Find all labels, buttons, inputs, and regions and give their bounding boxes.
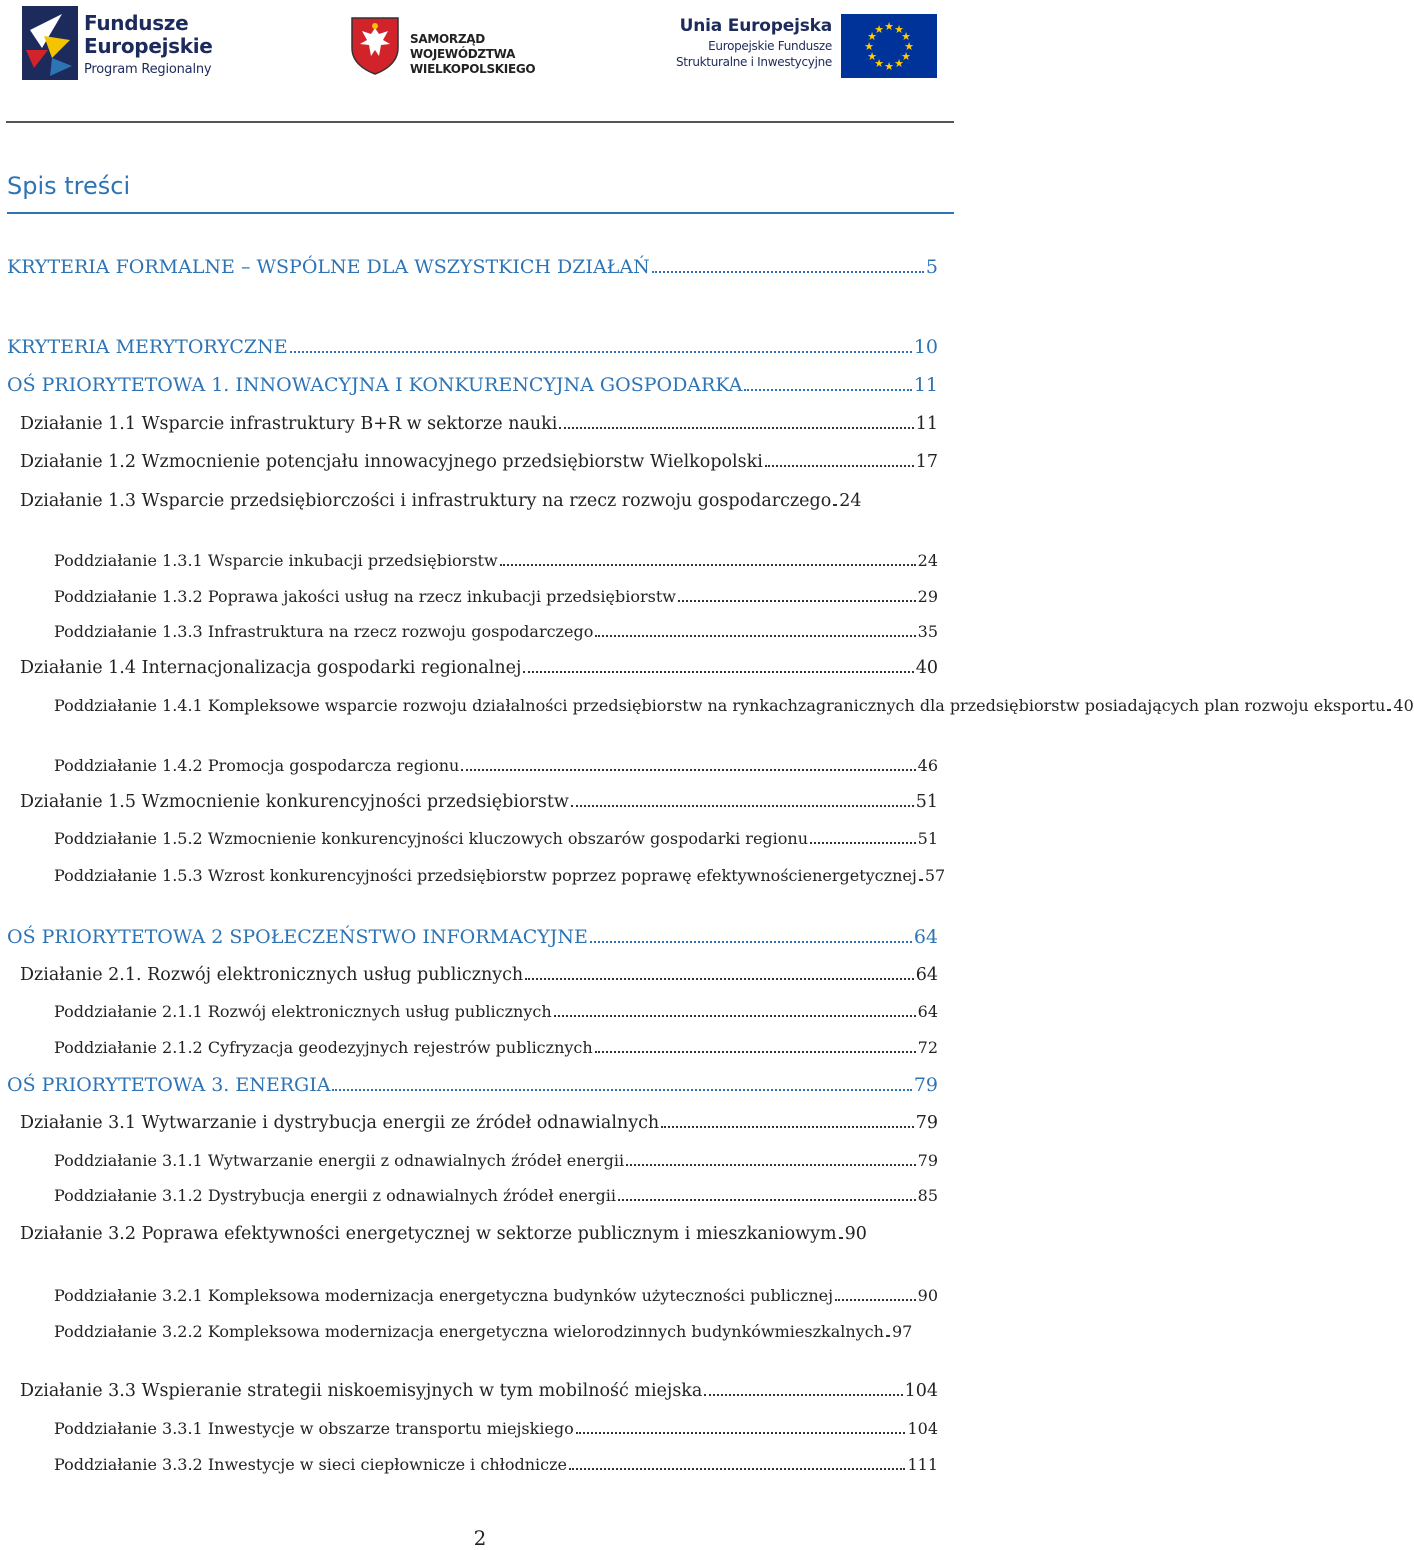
samorzad-wojewodztwa-logo: [348, 14, 548, 76]
toc-entry-kryteria-merytoryczne[interactable]: KRYTERIA MERYTORYCZNE 10: [7, 336, 938, 358]
svg-text:★: ★: [894, 23, 904, 36]
toc-entry-dzialanie-1-2[interactable]: Działanie 1.2 Wzmocnienie potencjału innowacyjnego przedsiębiorstw Wielkopolski 17: [20, 452, 938, 472]
toc-entry-poddzialanie-1-3-3[interactable]: Poddziałanie 1.3.3 Infrastruktura na rzecz rozwoju gospodarczego 35: [54, 622, 938, 641]
fe-line3: Program Regionalny: [84, 62, 212, 77]
sw-line1: SAMORZĄD WOJEWÓDZTWA: [410, 32, 516, 61]
sw-line2: WIELKOPOLSKIEGO: [410, 62, 536, 76]
toc-entry-poddzialanie-3-3-2[interactable]: Poddziałanie 3.3.2 Inwestycje w sieci ciepłownicze i chłodnicze 111: [54, 1455, 938, 1474]
toc-entry-poddzialanie-2-1-2[interactable]: Poddziałanie 2.1.2 Cyfryzacja geodezyjnych rejestrów publicznych 72: [54, 1038, 938, 1057]
svg-text:★: ★: [874, 23, 884, 36]
toc-entry-poddzialanie-2-1-1[interactable]: Poddziałanie 2.1.1 Rozwój elektronicznych usług publicznych 64: [54, 1002, 938, 1021]
toc-entry-dzialanie-3-1[interactable]: Działanie 3.1 Wytwarzanie i dystrybucja energii ze źródeł odnawialnych 79: [20, 1113, 938, 1133]
toc-entry-os-2[interactable]: OŚ PRIORYTETOWA 2 SPOŁECZEŃSTWO INFORMACYJNE 64: [7, 926, 938, 948]
svg-text:★: ★: [884, 60, 894, 73]
toc-entry-dzialanie-3-2[interactable]: Działanie 3.2 Poprawa efektywności energetycznej w sektorze publicznym i mieszkaniowym 90: [20, 1224, 867, 1244]
svg-text:★: ★: [874, 57, 884, 70]
fe-line1: Fundusze: [84, 11, 189, 35]
toc-entry-poddzialanie-1-4-2[interactable]: Poddziałanie 1.4.2 Promocja gospodarcza regionu 46: [54, 756, 938, 775]
toc-entry-os-3[interactable]: OŚ PRIORYTETOWA 3. ENERGIA 79: [7, 1074, 938, 1096]
toc-entry-poddzialanie-1-3-2[interactable]: Poddziałanie 1.3.2 Poprawa jakości usług na rzecz inkubacji przedsiębiorstw 29: [54, 587, 938, 606]
page-header: [0, 0, 960, 122]
eu-flag-icon: [841, 14, 937, 78]
toc-entry-poddzialanie-1-4-1[interactable]: Poddziałanie 1.4.1 Kompleksowe wsparcie rozwoju działalności przedsiębiorstw na rynkach zagranicznych dla przedsiębiorstw posiadających plan rozwoju eksportu 40: [54, 696, 1414, 715]
svg-text:★: ★: [867, 30, 877, 43]
toc-entry-dzialanie-2-1[interactable]: Działanie 2.1. Rozwój elektronicznych usług publicznych 64: [20, 965, 938, 985]
svg-text:★: ★: [867, 50, 877, 63]
toc-entry-poddzialanie-3-2-2[interactable]: Poddziałanie 3.2.2 Kompleksowa modernizacja energetyczna wielorodzinnych budynków mieszkalnych 97: [54, 1322, 913, 1341]
toc-entry-poddzialanie-1-5-2[interactable]: Poddziałanie 1.5.2 Wzmocnienie konkurencyjności kluczowych obszarów gospodarki regionu 51: [54, 829, 938, 848]
header-divider: [6, 121, 954, 123]
toc-entry-dzialanie-1-4[interactable]: Działanie 1.4 Internacjonalizacja gospodarki regionalnej 40: [20, 658, 938, 678]
svg-text:★: ★: [901, 50, 911, 63]
toc-entry-os-1[interactable]: OŚ PRIORYTETOWA 1. INNOWACYJNA I KONKURENCYJNA GOSPODARKA 11: [7, 374, 938, 396]
ue-line2: Europejskie Fundusze: [708, 39, 832, 53]
toc-entry-dzialanie-1-5[interactable]: Działanie 1.5 Wzmocnienie konkurencyjności przedsiębiorstw 51: [20, 792, 938, 812]
svg-text:★: ★: [894, 57, 904, 70]
toc-entry-poddzialanie-3-3-1[interactable]: Poddziałanie 3.3.1 Inwestycje w obszarze transportu miejskiego 104: [54, 1419, 938, 1438]
svg-text:★: ★: [864, 40, 874, 53]
toc-entry-kryteria-formalne[interactable]: KRYTERIA FORMALNE – WSPÓLNE DLA WSZYSTKICH DZIAŁAŃ 5: [7, 256, 938, 278]
toc-entry-poddzialanie-3-2-1[interactable]: Poddziałanie 3.2.1 Kompleksowa modernizacja energetyczna budynków użyteczności publicznej 90: [54, 1286, 938, 1305]
svg-text:★: ★: [901, 30, 911, 43]
toc-entry-poddzialanie-3-1-1[interactable]: Poddziałanie 3.1.1 Wytwarzanie energii z odnawialnych źródeł energii 79: [54, 1151, 938, 1170]
ue-line3: Strukturalne i Inwestycyjne: [675, 55, 832, 69]
eagle-shield-icon: [348, 14, 402, 76]
fundusze-europejskie-logo: [22, 6, 213, 82]
toc-entry-poddzialanie-1-3-1[interactable]: Poddziałanie 1.3.1 Wsparcie inkubacji przedsiębiorstw 24: [54, 551, 938, 570]
svg-text:★: ★: [884, 20, 894, 33]
unia-europejska-logo: [668, 14, 940, 80]
toc-entry-poddzialanie-1-5-3[interactable]: Poddziałanie 1.5.3 Wzrost konkurencyjności przedsiębiorstw poprzez poprawę efektywności energetycznej 57: [54, 866, 946, 885]
toc-title: Spis treści: [7, 172, 131, 200]
ue-line1: Unia Europejska: [679, 16, 832, 36]
toc-entry-dzialanie-1-3[interactable]: Działanie 1.3 Wsparcie przedsiębiorczości i infrastruktury na rzecz rozwoju gospodarczego 24: [20, 491, 862, 511]
page-number: 2: [473, 1526, 487, 1550]
toc-title-rule: [7, 212, 954, 214]
svg-text:★: ★: [904, 40, 914, 53]
toc-entry-dzialanie-3-3[interactable]: Działanie 3.3 Wspieranie strategii niskoemisyjnych w tym mobilność miejska 104: [20, 1381, 938, 1401]
toc-entry-dzialanie-1-1[interactable]: Działanie 1.1 Wsparcie infrastruktury B+R w sektorze nauki 11: [20, 414, 938, 434]
toc-entry-poddzialanie-3-1-2[interactable]: Poddziałanie 3.1.2 Dystrybucja energii z odnawialnych źródeł energii 85: [54, 1186, 938, 1205]
fe-line2: Europejskie: [84, 34, 213, 58]
fe-star-icon: [22, 6, 80, 80]
